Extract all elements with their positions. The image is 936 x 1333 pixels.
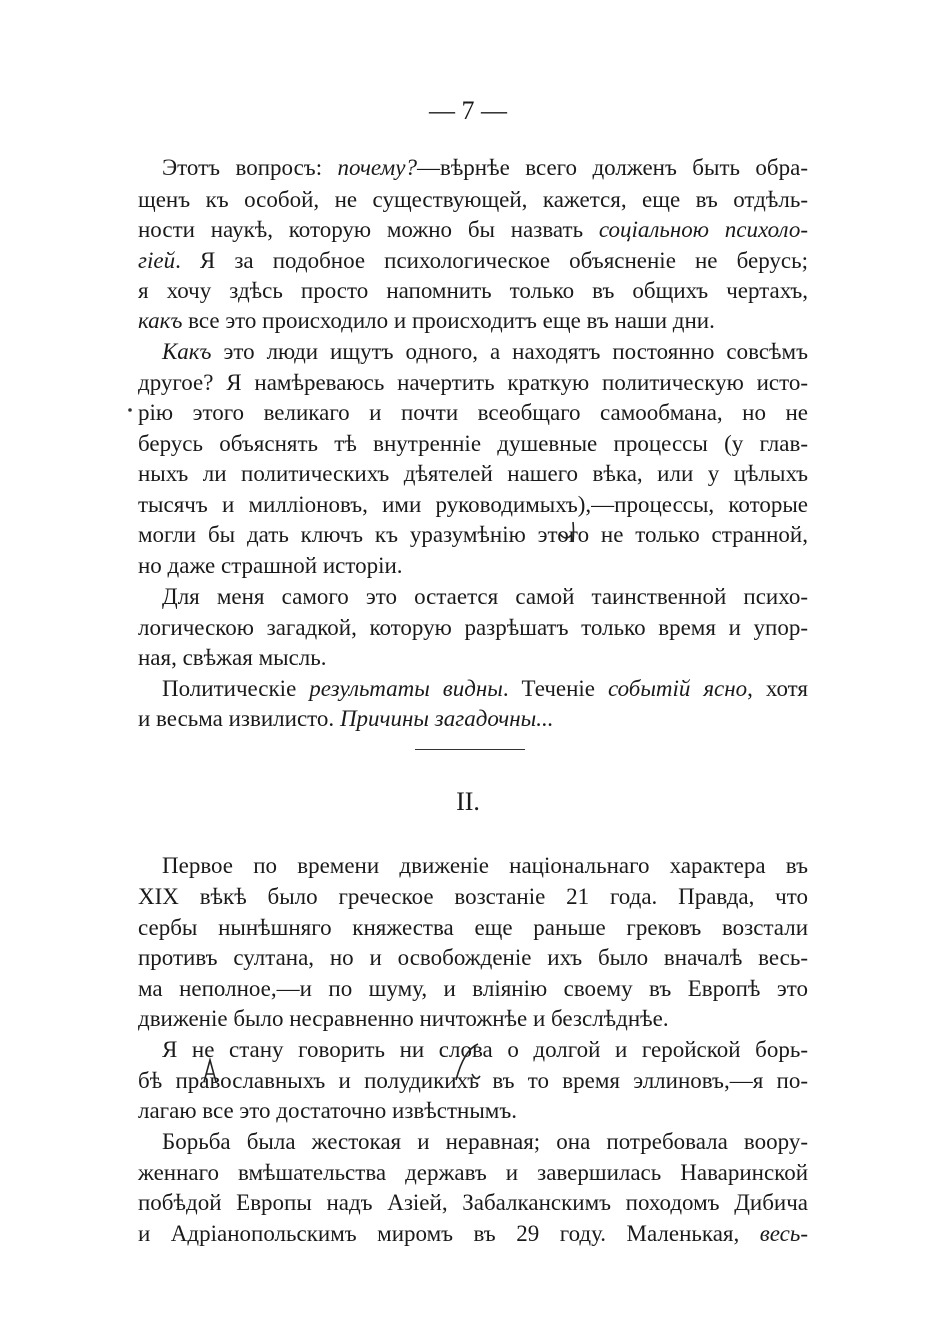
text-line: побѣдой Европы надъ Азіей, Забалканскимъ походомъ Дибича <box>138 1190 808 1215</box>
text-line: лагаю все это достаточно извѣстнымъ. <box>138 1098 517 1123</box>
text-line: логическою загадкой, которую разрѣшатъ только время и упор- <box>138 615 808 640</box>
section-heading: II. <box>456 787 480 816</box>
text-line: Этотъ вопросъ: почему?—вѣрнѣе всего долженъ быть обра- <box>162 155 809 180</box>
pencil-insertion-mark <box>556 496 586 546</box>
pencil-correction-mark <box>448 1040 488 1090</box>
text-line: я хочу здѣсь просто напомнить только въ общихъ чертахъ, <box>138 278 808 303</box>
text-line: и Адріанопольскимъ миромъ въ 29 году. Маленькая, весь- <box>138 1221 808 1246</box>
text-line: Первое по времени движеніе національнаго характера въ <box>162 853 808 878</box>
text-line: ная, свѣжая мысль. <box>138 645 327 670</box>
text-line: ныхъ ли политическихъ дѣятелей нашего вѣка, или у цѣлыхъ <box>138 461 808 486</box>
text-line: женнаго вмѣшательства державъ и завершилась Наваринской <box>138 1160 808 1185</box>
text-line: ма неполное,—и по шуму, и вліянію своему въ Европѣ это <box>138 976 808 1001</box>
text-line: и весьма извилисто. Причины загадочны... <box>138 706 554 731</box>
section-divider <box>415 749 525 750</box>
text-line: ности наукѣ, которую можно бы назвать соціальною психоло- <box>138 217 808 242</box>
text-line: берусь объяснять тѣ внутренніе душевные процессы (у глав- <box>138 431 808 456</box>
page-number: — 7 — <box>429 96 507 125</box>
text-line: другое? Я намѣреваюсь начертить краткую политическую исто- <box>138 370 808 395</box>
text-line: XIX вѣкѣ было греческое возстаніе 21 года. Правда, что <box>138 884 808 909</box>
text-line: сербы нынѣшняго княжества еще раньше грековъ возстали <box>138 915 808 940</box>
text-line: щенъ къ особой, не существующей, кажется, еще въ отдѣль- <box>138 187 808 212</box>
text-line: Я не стану говорить ни слова о долгой и геройской борь- <box>162 1037 808 1062</box>
text-line: какъ все это происходило и происходитъ еще въ наши дни. <box>138 308 715 333</box>
text-line: но даже страшной исторіи. <box>138 553 403 578</box>
text-line: гіей. Я за подобное психологическое объясненіе не берусь; <box>138 248 808 273</box>
pencil-correction-mark <box>198 1052 222 1092</box>
text-line: противъ султана, но и освобожденіе ихъ было вначалѣ весь- <box>138 945 808 970</box>
text-line: могли бы дать ключъ къ уразумѣнію этого не только странной, <box>138 522 808 547</box>
text-line: движеніе было несравненно ничтожнѣе и безслѣднѣе. <box>138 1006 669 1031</box>
text-line: рію этого великаго и почти всеобщаго самообмана, но не <box>138 400 808 425</box>
text-line: Какъ это люди ищутъ одного, а находятъ постоянно совсѣмъ <box>162 339 808 364</box>
margin-dot-mark <box>126 406 134 414</box>
text-line: Для меня самого это остается самой таинственной психо- <box>162 584 808 609</box>
text-line: Политическіе результаты видны. Теченіе событій ясно, хотя <box>162 676 808 701</box>
text-line: тысячъ и милліоновъ, ими руководимыхъ),—процессы, которые <box>138 492 808 517</box>
text-line: бѣ православныхъ и полудикихъ въ то время эллиновъ,—я по- <box>138 1068 808 1093</box>
text-line: Борьба была жестокая и неравная; она потребовала воору- <box>162 1129 808 1154</box>
